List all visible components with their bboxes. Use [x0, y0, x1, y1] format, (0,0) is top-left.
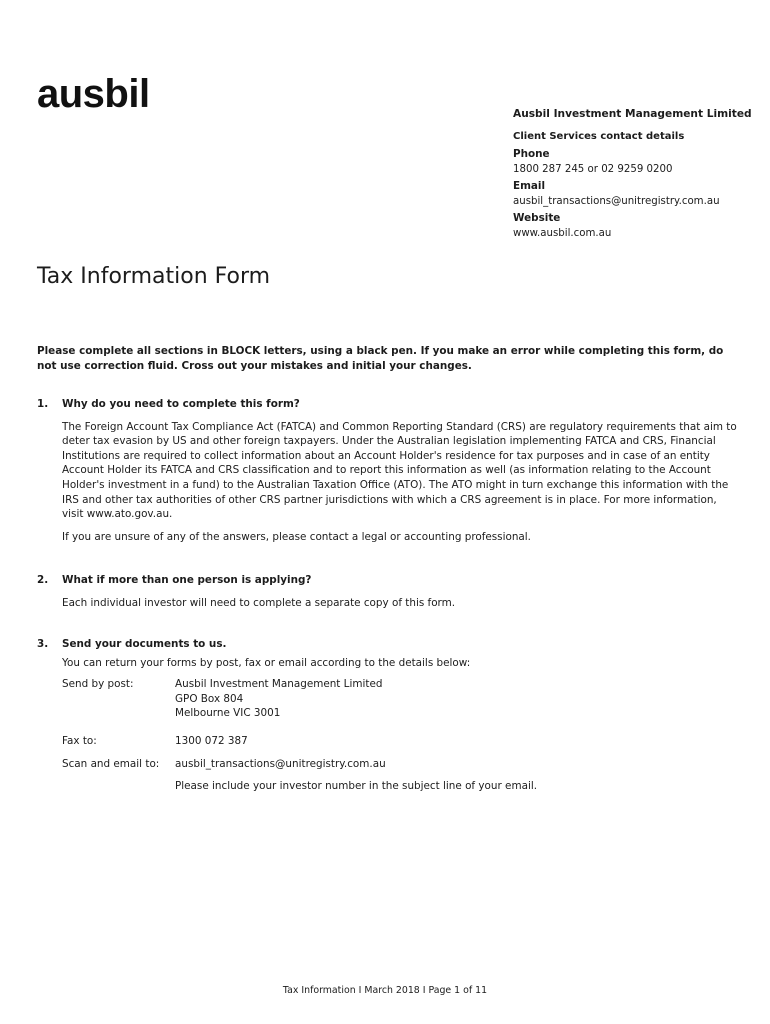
post-address	[175, 677, 737, 721]
email-label: Email	[513, 180, 546, 192]
section-number: 2.	[37, 574, 49, 586]
section-paragraph: The Foreign Account Tax Compliance Act (FATCA) and Common Reporting Standard (CRS) are regulatory requirements that aim to deter tax evasion by US and other foreign taxpayers. Under the Australian legislation implementing FATCA and CRS, Financial Institutions are required to collect information about an Account Holder's residence for tax purposes and in case of an entity Account Holder its FATCA and CRS classification and to report this information as well (as information relating to the Account Holder's investment in a fund) to the Australian Taxation Office (ATO). The ATO might in turn exchange this information with the IRS and other tax authorities of other CRS partner jurisdictions with which a CRS agreement is in place. For more information, visit www.ato.gov.au.	[62, 420, 737, 521]
section-number: 1.	[37, 398, 49, 410]
intro-instructions: Please complete all sections in BLOCK letters, using a black pen. If you make an error while completing this form, do not use correction fluid. Cross out your mistakes and initial your changes.	[37, 345, 724, 372]
phone-value: 1800 287 245 or 02 9259 0200	[513, 164, 673, 175]
section-subtext: You can return your forms by post, fax or email according to the details below:	[62, 656, 471, 669]
fax-value: 1300 072 387	[175, 734, 248, 747]
company-name: Ausbil Investment Management Limited	[513, 108, 752, 120]
phone-label: Phone	[513, 148, 550, 160]
scan-email-value[interactable]: ausbil_transactions@unitregistry.com.au	[175, 757, 386, 770]
website-value[interactable]: www.ausbil.com.au	[513, 228, 612, 239]
email-note: Please include your investor number in the subject line of your email.	[175, 780, 538, 793]
section-heading: What if more than one person is applying?	[62, 574, 312, 586]
post-label: Send by post:	[62, 678, 134, 691]
ausbil-logo: ausbil	[37, 72, 150, 116]
section-paragraph: Each individual investor will need to complete a separate copy of this form.	[62, 596, 456, 609]
email-row	[62, 757, 737, 772]
fax-row	[62, 734, 737, 749]
section-3	[37, 637, 737, 794]
section-number: 3.	[37, 638, 49, 650]
page-footer: Tax Information I March 2018 I Page 1 of 11	[282, 985, 488, 996]
section-paragraph: If you are unsure of any of the answers, please contact a legal or accounting professional.	[62, 530, 531, 543]
scan-email-label: Scan and email to:	[62, 757, 160, 770]
website-label: Website	[513, 212, 561, 224]
section-heading: Send your documents to us.	[62, 638, 227, 650]
post-row	[62, 677, 737, 721]
post-address-line: Ausbil Investment Management Limited	[175, 678, 383, 691]
contact-block	[513, 107, 763, 243]
page-title: Tax Information Form	[37, 264, 271, 289]
fax-label: Fax to:	[62, 734, 97, 747]
email-value[interactable]: ausbil_transactions@unitregistry.com.au	[513, 196, 720, 207]
post-address-line: Melbourne VIC 3001	[175, 707, 281, 720]
post-address-line: GPO Box 804	[175, 692, 244, 705]
section-2	[37, 573, 737, 610]
section-heading: Why do you need to complete this form?	[62, 398, 300, 410]
client-services-heading: Client Services contact details	[513, 131, 685, 142]
section-1	[37, 397, 737, 544]
